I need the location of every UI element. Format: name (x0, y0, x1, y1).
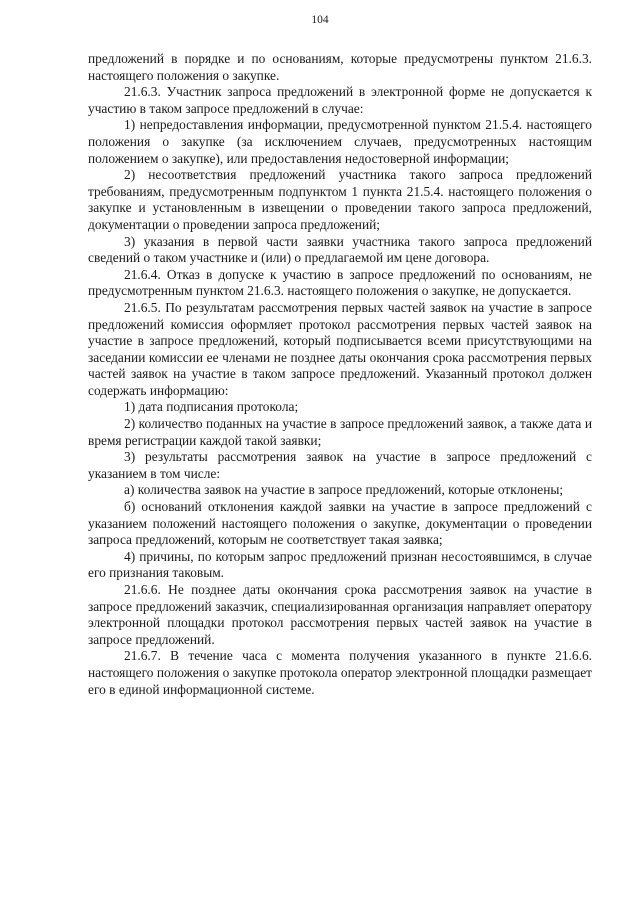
paragraph: а) количества заявок на участие в запросе предложений, которые отклонены; (124, 482, 564, 498)
paragraph: 1) дата подписания протокола; (124, 399, 299, 415)
paragraph: 4) причины, по которым запрос предложений признан несостоявшимся, в случае его признания таковым. (88, 548, 592, 581)
paragraph: 21.6.6. Не позднее даты окончания срока рассмотрения заявок на участие в запросе предложений заказчик, специализированная организация направляет оператору электронной площадки протокол рассмотрения первых частей заявок на участие в запросе предложений. (88, 582, 592, 647)
paragraph: 1) непредоставления информации, предусмотренной пунктом 21.5.4. настоящего положения о закупке (за исключением случаев, предусмотренных настоящим положением о закупке), или предоставления недостоверной информации; (88, 117, 592, 166)
paragraph: 2) количество поданных на участие в запросе предложений заявок, а также дата и время регистрации каждой такой заявки; (88, 416, 592, 448)
document-body (88, 51, 592, 698)
paragraph: предложений в порядке и по основаниям, которые предусмотрены пунктом 21.6.3. настоящего положения о закупке. (88, 51, 592, 83)
paragraph: 3) результаты рассмотрения заявок на участие в запросе предложений с указанием в том числе: (88, 449, 592, 481)
paragraph: 2) несоответствия предложений участника такого запроса предложений требованиям, предусмотренным подпунктом 1 пункта 21.5.4. настоящего положения о закупке и установленным в извещении о проведении такого запроса предложений, документации о проведении запроса предложений; (88, 167, 592, 232)
paragraph: 21.6.4. Отказ в допуске к участию в запросе предложений по основаниям, не предусмотренным пунктом 21.6.3. настоящего положения о закупке, не допускается. (88, 266, 592, 299)
page-number: 104 (311, 14, 329, 26)
paragraph: 21.6.7. В течение часа с момента получения указанного в пункте 21.6.6. настоящего положения о закупке протокола оператор электронной площадки размещает его в единой информационной системе. (88, 648, 592, 697)
paragraph: 21.6.3. Участник запроса предложений в электронной форме не допускается к участию в таком запросе предложений в случае: (88, 84, 592, 116)
paragraph: 21.6.5. По результатам рассмотрения первых частей заявок на участие в запросе предложений комиссия оформляет протокол рассмотрения первых частей заявок на участие в запросе предложений, который подписывается всеми присутствующими на заседании комиссии ее членами не позднее даты окончания срока рассмотрения первых частей заявок на участие в таком запросе предложений. Указанный протокол должен содержать информацию: (88, 299, 592, 398)
paragraph: 3) указания в первой части заявки участника такого запроса предложений сведений о таком участнике и (или) о предлагаемой им цене договора. (88, 233, 592, 266)
paragraph: б) оснований отклонения каждой заявки на участие в запросе предложений с указанием положений настоящего положения о закупке, документации о проведении запроса предложений, которым не соответствует такая заявка; (88, 499, 592, 548)
